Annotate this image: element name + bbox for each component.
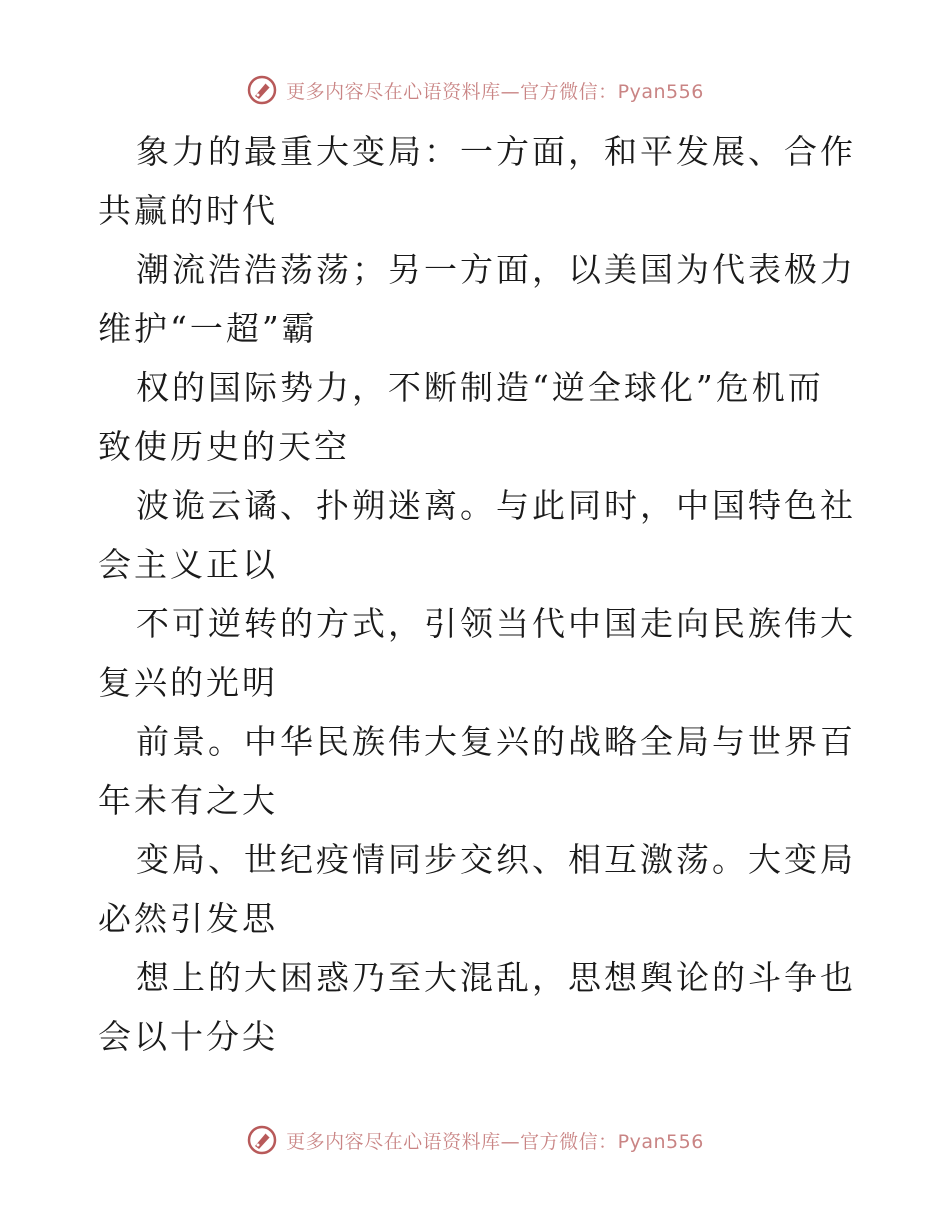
body-text bbox=[98, 122, 858, 1066]
watermark-text: 更多内容尽在心语资料库—官方微信：Pyan556 bbox=[286, 1130, 704, 1153]
footer-watermark bbox=[0, 1120, 950, 1160]
paragraph: 权的国际势力，不断制造“逆全球化”危机而致使历史的天空 bbox=[98, 368, 824, 466]
header-watermark bbox=[0, 70, 950, 110]
watermark-text: 更多内容尽在心语资料库—官方微信：Pyan556 bbox=[286, 80, 704, 103]
paragraph: 变局、世纪疫情同步交织、相互激荡。大变局必然引发思 bbox=[98, 840, 856, 938]
pen-nib-logo-icon bbox=[246, 1124, 278, 1156]
paragraph: 象力的最重大变局：一方面，和平发展、合作共赢的时代 bbox=[98, 132, 856, 230]
paragraph: 想上的大困惑乃至大混乱，思想舆论的斗争也会以十分尖 bbox=[98, 958, 856, 1056]
paragraph: 不可逆转的方式，引领当代中国走向民族伟大复兴的光明 bbox=[98, 604, 856, 702]
pen-nib-logo-icon bbox=[246, 74, 278, 106]
paragraph: 波诡云谲、扑朔迷离。与此同时，中国特色社会主义正以 bbox=[98, 486, 856, 584]
paragraph: 潮流浩浩荡荡；另一方面，以美国为代表极力维护“一超”霸 bbox=[98, 250, 856, 348]
paragraph: 前景。中华民族伟大复兴的战略全局与世界百年未有之大 bbox=[98, 722, 856, 820]
